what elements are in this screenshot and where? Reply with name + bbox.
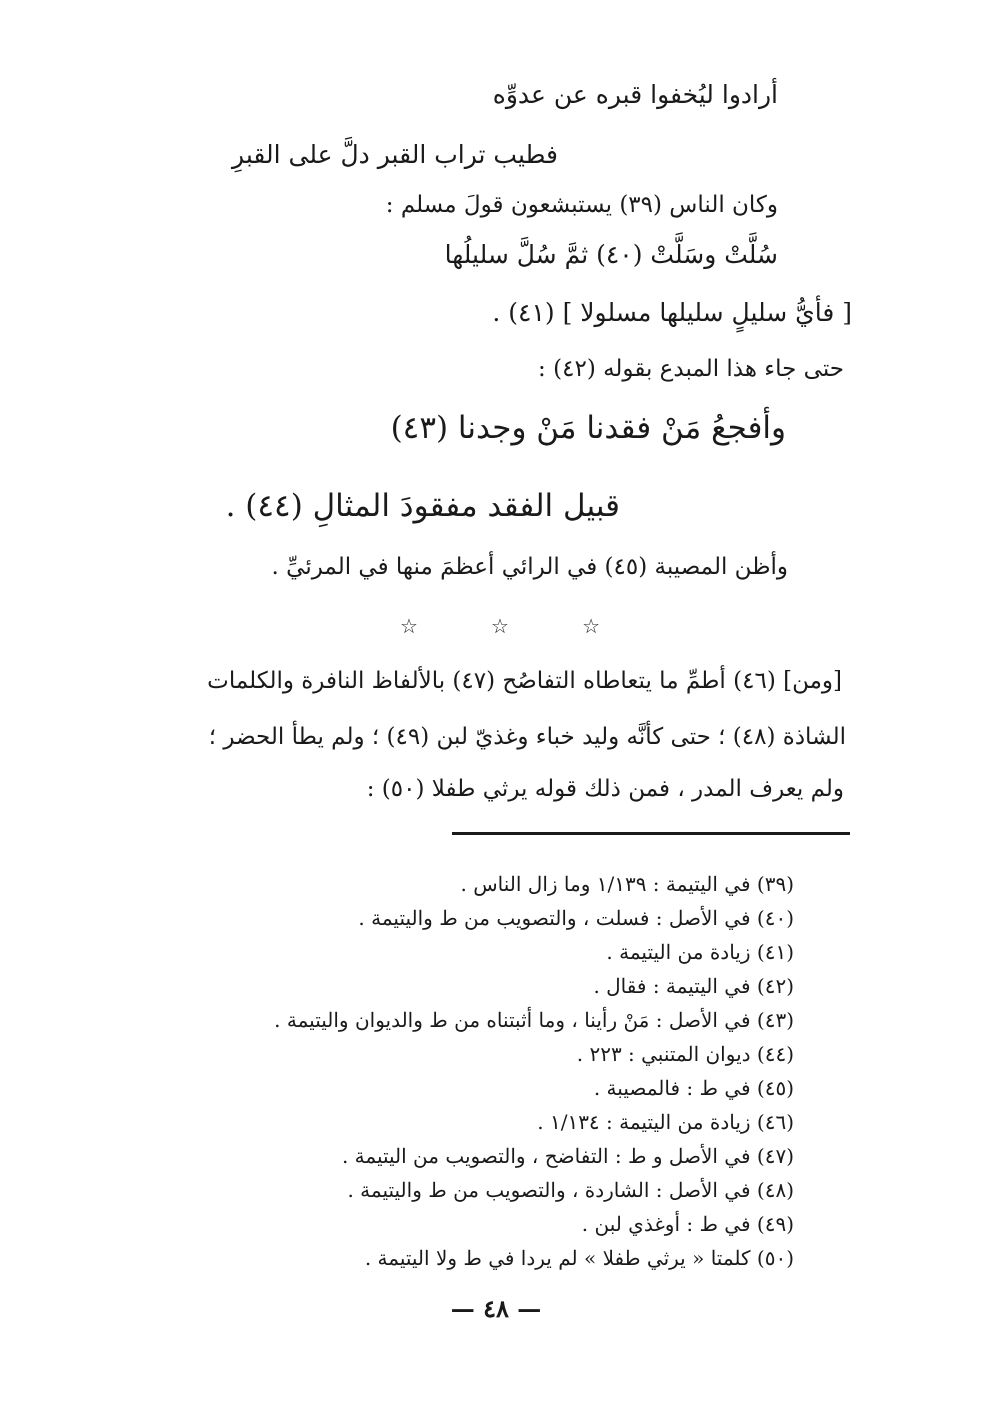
verse-line-4: [ فأيُّ سليلٍ سليلها مسلولا ] (٤١) . [492,298,852,327]
footnote-48: (٤٨) في الأصل : الشاردة ، والتصويب من ط واليتيمة . [347,1178,794,1202]
verse-line-2: فطيب تراب القبر دلَّ على القبرِ [232,140,558,169]
verse-line-1: أرادوا ليُخفوا قبره عن عدوِّه [492,80,778,109]
section-separator [400,614,600,638]
star-icon: ☆ [491,614,509,638]
footnote-47: (٤٧) في الأصل و ط : التفاضح ، والتصويب من اليتيمة . [341,1144,794,1168]
footnote-45: (٤٥) في ط : فالمصيبة . [593,1076,794,1100]
prose-line-2: حتى جاء هذا المبدع بقوله (٤٢) : [538,356,844,382]
footnote-43: (٤٣) في الأصل : مَنْ رأينا ، وما أثبتناه من ط والديوان واليتيمة . [274,1008,794,1032]
prose-line-4: [ومن] (٤٦) أطمِّ ما يتعاطاه التفاصُح (٤٧) بالألفاظ النافرة والكلمات [207,668,842,694]
verse-line-6: قبيل الفقد مفقودَ المثالِ (٤٤) . [225,488,620,524]
footnote-42: (٤٢) في اليتيمة : فقال . [593,974,794,998]
prose-line-6: ولم يعرف المدر ، فمن ذلك قوله يرثي طفلا (٥٠) : [366,776,844,802]
star-icon: ☆ [400,614,418,638]
verse-line-3: سُلَّتْ وسَلَّتْ (٤٠) ثمَّ سُلَّ سليلُها [444,240,778,269]
prose-line-5: الشاذة (٤٨) ؛ حتى كأنَّه وليد خباء وغذيّ لبن (٤٩) ؛ ولم يطأ الحضر ؛ [208,724,846,750]
footnote-46: (٤٦) زيادة من اليتيمة : ١/١٣٤ . [537,1110,794,1134]
verse-line-5: وأفجعُ مَنْ فقدنا مَنْ وجدنا (٤٣) [390,410,786,446]
footnote-39: (٣٩) في اليتيمة : ١/١٣٩ وما زال الناس . [460,872,794,896]
footnote-50: (٥٠) كلمتا « يرثي طفلا » لم يردا في ط ولا اليتيمة . [364,1246,794,1270]
prose-line-1: وكان الناس (٣٩) يستبشعون قولَ مسلم : [385,192,778,218]
footnote-49: (٤٩) في ط : أوغذي لبن . [581,1212,794,1236]
footnote-40: (٤٠) في الأصل : فسلت ، والتصويب من ط واليتيمة . [358,906,794,930]
footnote-44: (٤٤) ديوان المتنبي : ٢٢٣ . [576,1042,794,1066]
page-number: — ٤٨ — [450,1294,542,1323]
footnote-41: (٤١) زيادة من اليتيمة . [606,940,794,964]
prose-line-3: وأظن المصيبة (٤٥) في الرائي أعظمَ منها في المرئيِّ . [271,554,788,580]
footnote-separator-rule [452,832,850,835]
star-icon: ☆ [582,614,600,638]
